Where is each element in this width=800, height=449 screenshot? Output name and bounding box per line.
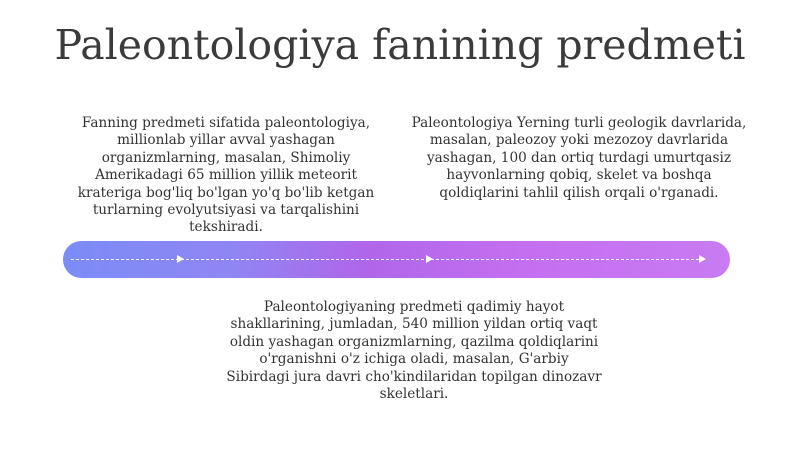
timeline-bar [63, 241, 730, 278]
timeline-dashed-line [71, 259, 704, 260]
text-block-right: Paleontologiya Yerning turli geologik davrlarida, masalan, paleozoy yoki mezozoy davrlarida yashagan, 100 dan ortiq turdagi umurtqasiz hayvonlarning qobiq, skelet va boshqa qoldiqlarini tahlil qilish orqali o'rganadi. [411, 115, 747, 201]
text-block-bottom: Paleontologiyaning predmeti qadimiy hayot shakllarining, jumladan, 540 million yildan ortiq vaqt oldin yashagan organizmlarning, qazilma qoldiqlarini o'rganishni o'z ichiga oladi, masalan, G'arbiy Sibirdagi jura davri cho'kindilaridan topilgan dinozavr skeletlari. [226, 299, 602, 403]
arrow-right-icon [426, 255, 433, 263]
arrow-right-icon [699, 255, 706, 263]
text-block-left: Fanning predmeti sifatida paleontologiya, millionlab yillar avval yashagan organizmlarning, masalan, Shimoliy Amerikadagi 65 million yillik meteorit krateriga bog'liq bo'lgan yo'q bo'lib ketgan turlarning evolyutsiyasi va tarqalishini tekshiradi. [77, 115, 375, 236]
slide-title: Paleontologiya fanining predmeti [54, 21, 746, 69]
arrow-right-icon [177, 255, 184, 263]
